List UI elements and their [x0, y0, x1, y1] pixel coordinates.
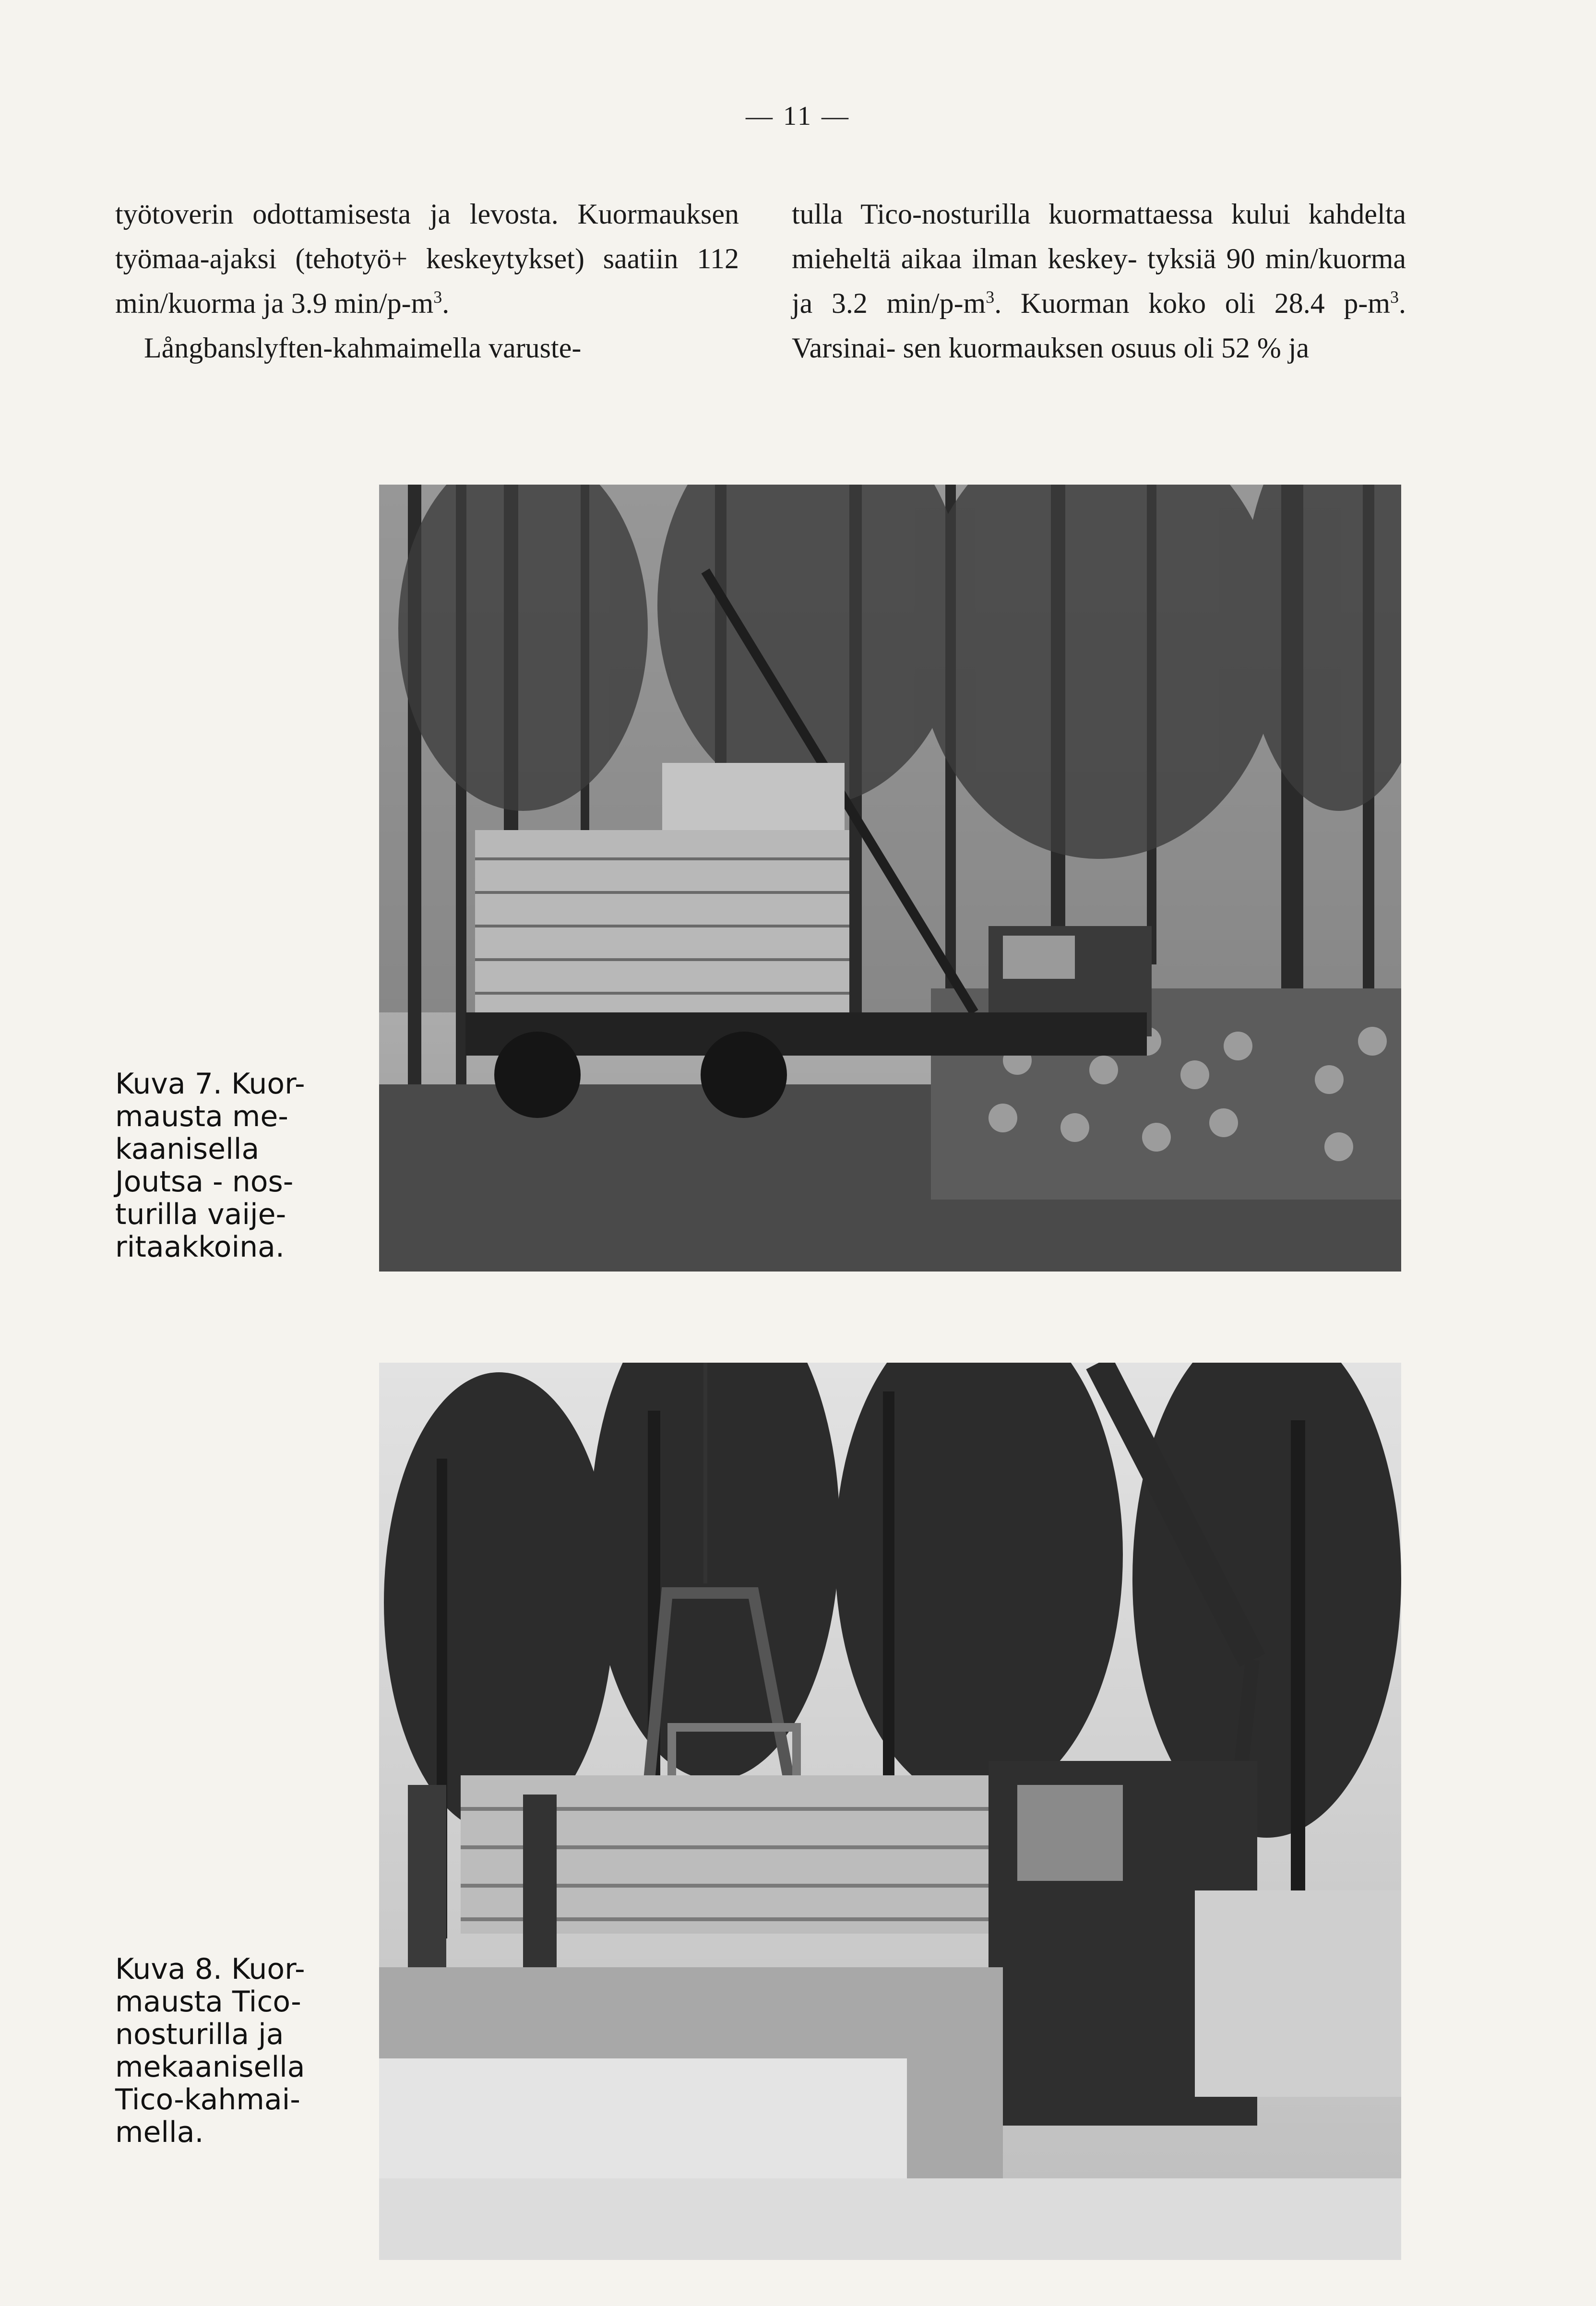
caption-line: Kuva 8. Kuor- [115, 1952, 305, 1986]
text-line: tyksiä 90 min/kuorma ja 3.2 min/p-m [792, 243, 1406, 319]
caption-figure-7 [115, 1068, 360, 1263]
caption-line: kaanisella [115, 1132, 260, 1166]
caption-line: turilla vaije- [115, 1198, 286, 1231]
text-line: . [994, 287, 1002, 319]
paragraph [115, 192, 739, 326]
text-line: kahdelta mieheltä aikaa ilman keskey- [792, 198, 1406, 274]
forest-truck-photo [379, 485, 1401, 1272]
text-line: tulla Tico-nosturilla kuormattaessa kului [792, 198, 1291, 230]
caption-line: nosturilla ja [115, 2018, 284, 2051]
caption-line: ritaakkoina. [115, 1230, 285, 1264]
text-column-left [115, 192, 739, 370]
text-line: sen kuormauksen osuus oli 52 % ja [903, 332, 1310, 364]
text-line: ja 3.9 min/p-m [263, 287, 434, 319]
text-line: Kuorman koko oli 28.4 p-m [1020, 287, 1391, 319]
text-column-right [792, 192, 1406, 370]
caption-line: Joutsa - nos- [115, 1165, 294, 1199]
text-line: keskeytykset) saatiin 112 min/kuorma [115, 243, 739, 319]
paragraph [792, 192, 1406, 370]
caption-line: mella. [115, 2116, 204, 2149]
caption-line: Kuva 7. Kuor- [115, 1067, 305, 1101]
paragraph [115, 326, 739, 370]
superscript: 3 [1390, 287, 1399, 307]
text-line: Kuormauksen työmaa-ajaksi (tehotyö+ [115, 198, 739, 274]
page-number: — 11 — [746, 101, 850, 131]
photo-figure-7 [379, 485, 1401, 1272]
text-line: . Varsinai- [792, 287, 1406, 364]
text-line: Långbanslyften-kahmaimella varuste- [144, 332, 582, 364]
caption-line: Tico-kahmai- [115, 2083, 300, 2116]
superscript: 3 [433, 287, 442, 307]
photo-figure-8 [379, 1363, 1401, 2260]
text-line: . [442, 287, 450, 319]
superscript: 3 [986, 287, 995, 307]
caption-figure-8 [115, 1953, 360, 2149]
caption-line: mausta me- [115, 1100, 288, 1133]
caption-line: mausta Tico- [115, 1985, 301, 2019]
text-line: työtoverin odottamisesta ja levosta. [115, 198, 559, 230]
caption-line: mekaanisella [115, 2050, 305, 2084]
crane-grapple-photo [379, 1363, 1401, 2260]
